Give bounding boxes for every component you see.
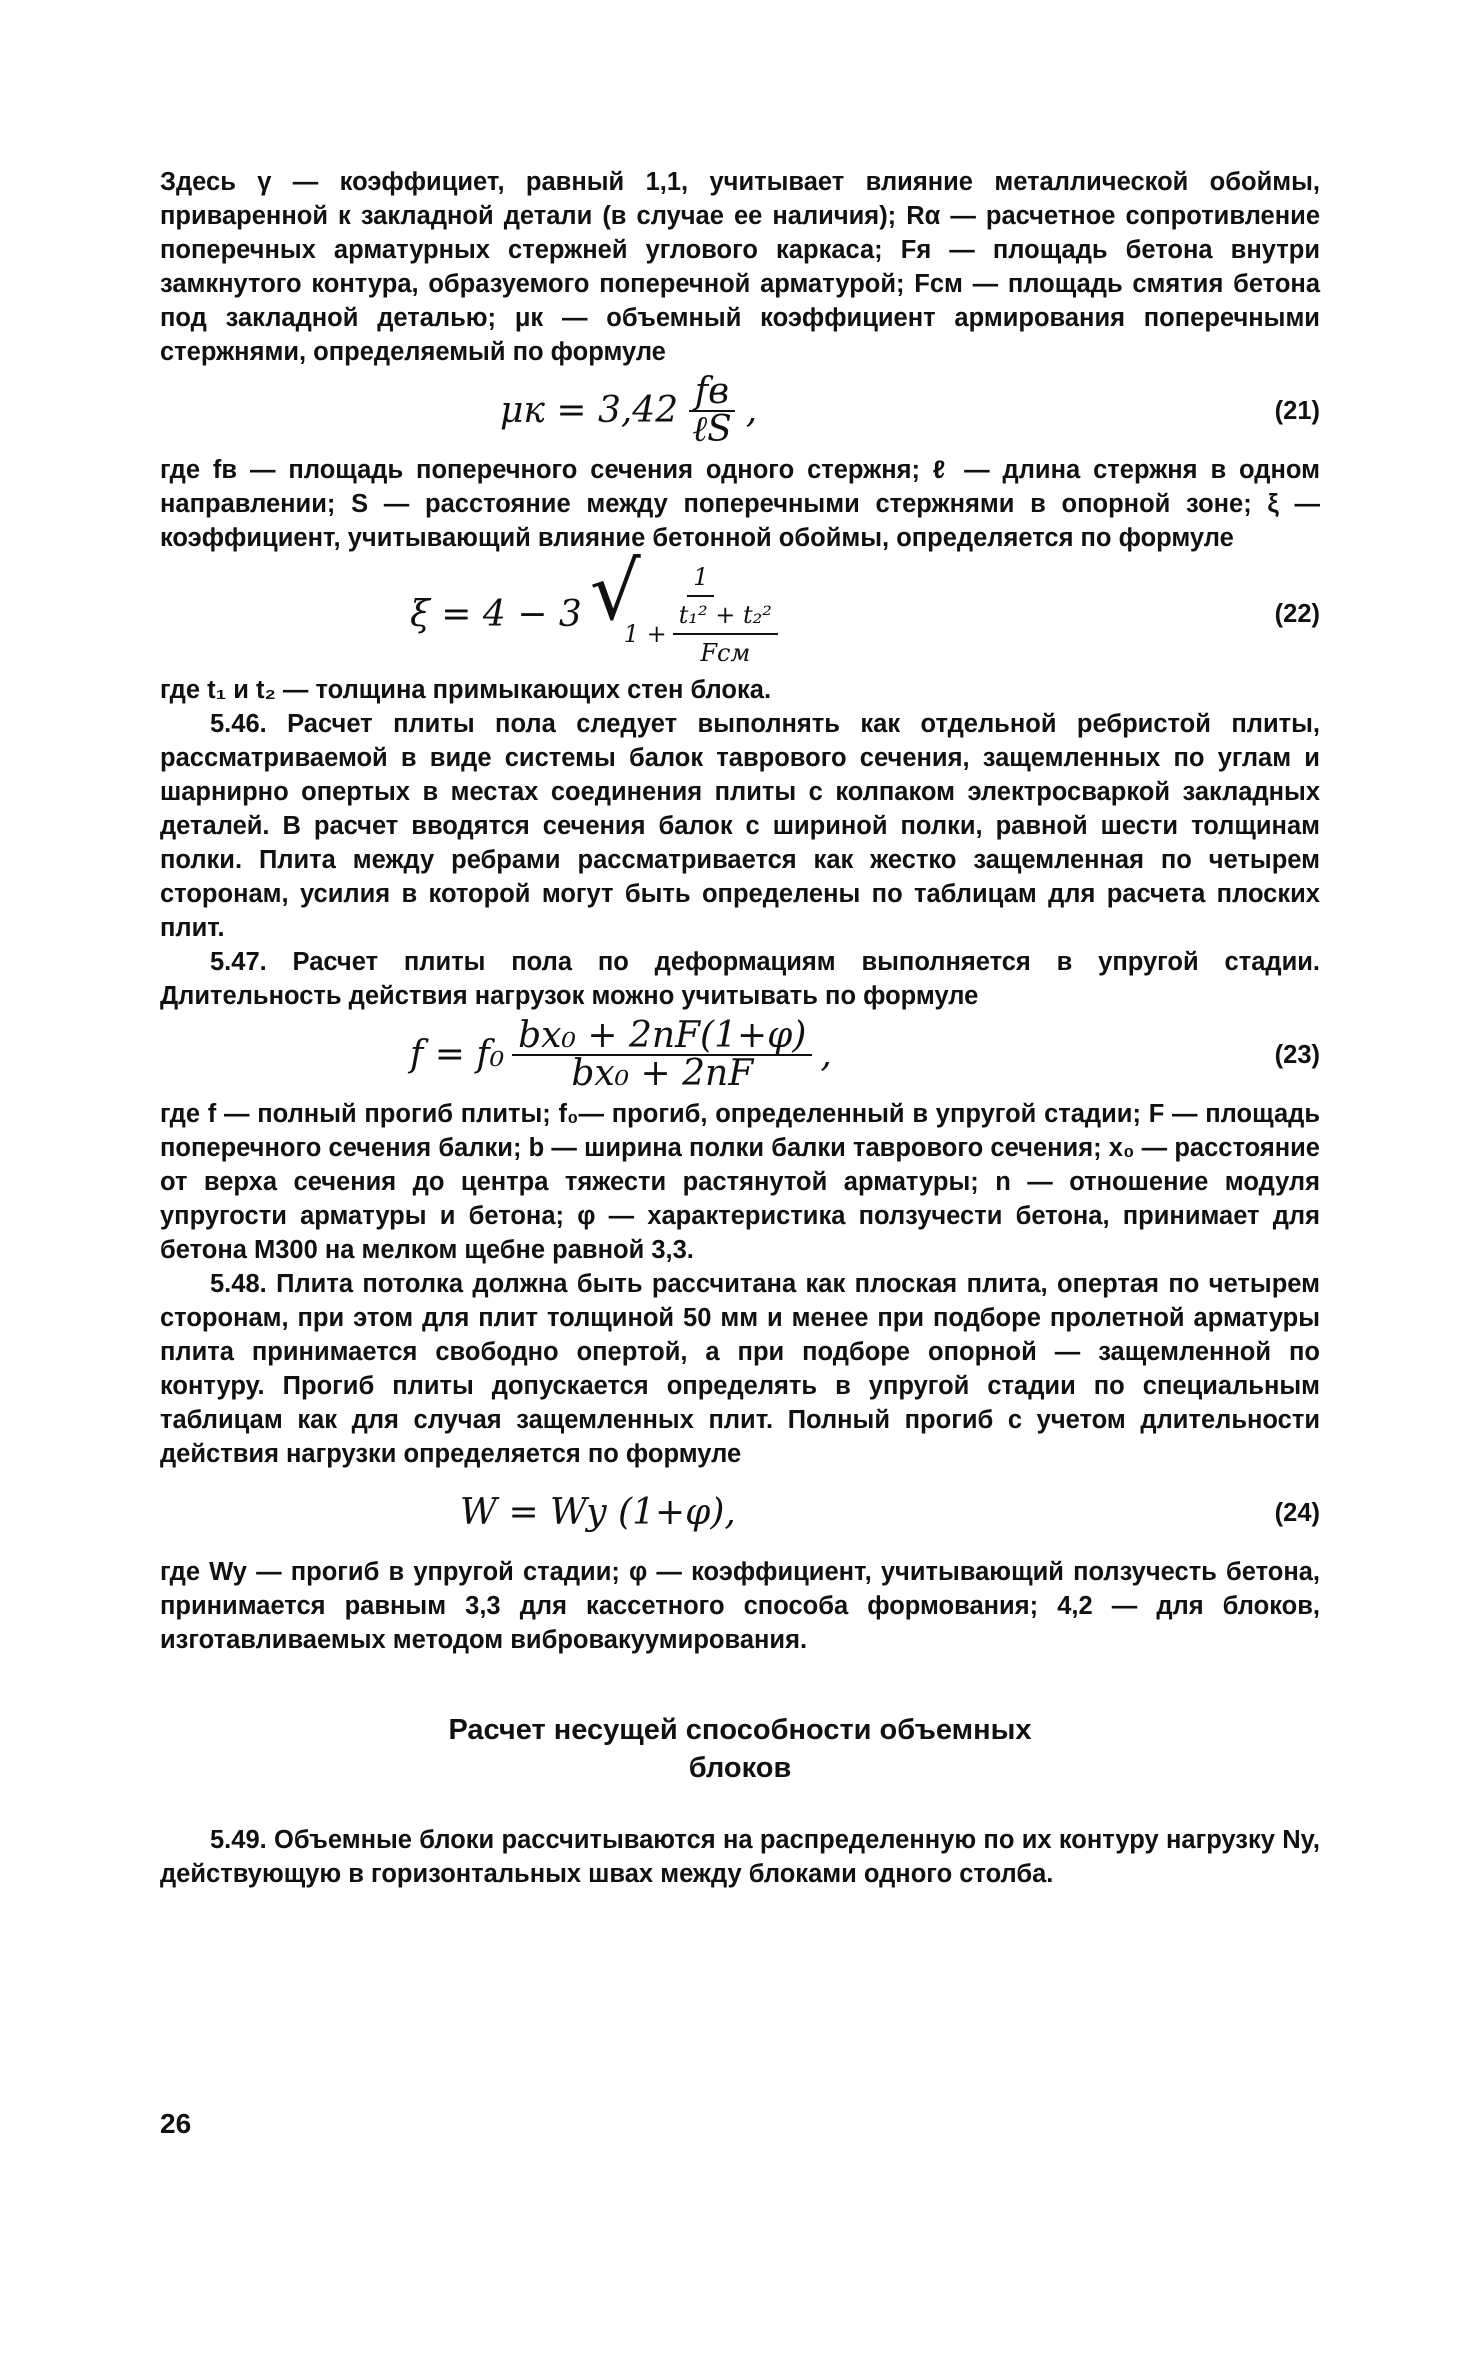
section-heading bbox=[160, 1711, 1320, 1787]
paragraph-where-21: где fв — площадь поперечного сечения одного стержня; ℓ — длина стержня в одном направлении; S — расстояние между поперечными стержнями в опорной зоне; ξ — коэффициент, учитывающий влияние бетонной обоймы, определяется по формуле bbox=[160, 456, 1320, 552]
formula-22 bbox=[160, 545, 1320, 669]
formula-22-number: (22) bbox=[1274, 600, 1320, 628]
formula-22-outer-denominator bbox=[618, 597, 784, 671]
formula-23-number: (23) bbox=[1274, 1041, 1320, 1069]
section-heading-line-1: Расчет несущей способности объемных bbox=[448, 1714, 1032, 1746]
paragraph-5-48: 5.48. Плита потолка должна быть рассчитана как плоская плита, опертая по четырем сторонам, при этом для плит толщиной 50 мм и менее при подборе пролетной арматуры плита принимается свободно опертой, а при подборе опорной — защемленной по контуру. Прогиб плиты допускается определять в упругой стадии по специальным таблицам как для случая защемленных плит. Полный прогиб с учетом длительности действия нагрузки определяется по формуле bbox=[160, 1270, 1320, 1468]
formula-23-tail: , bbox=[820, 1034, 832, 1075]
page-number: 26 bbox=[160, 2108, 192, 2139]
formula-21-denominator: ℓS bbox=[692, 409, 732, 450]
paragraph-definitions: Здесь γ — коэффициет, равный 1,1, учитывает влияние металлической обоймы, приваренной к закладной детали (в случае ее наличия); Rα — расчетное сопротивление поперечных арматурных стержней углового каркаса; Fя — площадь бетона внутри замкнутого контура, образуемого поперечной арматурой; Fсм — площадь смятия бетона под закладной деталью; μк — объемный коэффициент армирования поперечными стержнями, определяемый по формуле bbox=[160, 168, 1320, 366]
formula-23-fraction bbox=[512, 1015, 812, 1094]
radical-sign-icon: √ bbox=[589, 545, 641, 638]
formula-23 bbox=[160, 1017, 1320, 1093]
section-heading-line-2: блоков bbox=[688, 1752, 792, 1784]
formula-21 bbox=[160, 373, 1320, 449]
formula-21-fraction bbox=[686, 371, 738, 450]
page-body bbox=[160, 165, 1320, 1891]
formula-22-lhs: ξ = 4 − 3 bbox=[410, 594, 582, 635]
formula-24-expression: W = Wy (1+φ), bbox=[460, 1492, 736, 1533]
paragraph-where-23: где f — полный прогиб плиты; f₀— прогиб, определенный в упругой стадии; F — площадь поперечного сечения балки; b — ширина полки балки таврового сечения; x₀ — расстояние от верха сечения до центра тяжести растянутой арматуры; n — отношение модуля упругости арматуры и бетона; φ — характеристика ползучести бетона, принимает для бетона М300 на мелком щебне равной 3,3. bbox=[160, 1100, 1320, 1264]
formula-21-number: (21) bbox=[1274, 397, 1320, 425]
paragraph-5-46: 5.46. Расчет плиты пола следует выполнять как отдельной ребристой плиты, рассматриваемой в виде системы балок таврового сечения, защемленных по углам и шарнирно опертых в местах соединения плиты с колпаком электросваркой закладных деталей. В расчет вводятся сечения балок с шириной полки, равной шести толщинам полки. Плита между ребрами рассматривается как жестко защемленная по четырем сторонам, усилия в которой могут быть определены по таблицам для расчета плоских плит. bbox=[160, 710, 1320, 942]
formula-22-inner-numerator: t₁² + t₂² bbox=[673, 597, 778, 635]
formula-23-numerator: bx₀ + 2nF(1+φ) bbox=[512, 1018, 812, 1056]
formula-22-sqrt bbox=[589, 545, 784, 671]
formula-24-number: (24) bbox=[1274, 1499, 1320, 1527]
formula-23-lhs: f = f₀ bbox=[410, 1034, 505, 1075]
formula-24 bbox=[160, 1475, 1320, 1551]
formula-22-inner-denominator: Fсм bbox=[700, 639, 751, 667]
formula-21-tail: , bbox=[745, 390, 758, 431]
formula-22-inner-lead: 1 + bbox=[623, 620, 667, 648]
formula-21-lhs: μк = 3,42 bbox=[500, 390, 679, 431]
paragraph-where-24: где Wy — прогиб в упругой стадии; φ — коэффициент, учитывающий ползучесть бетона, принимается равным 3,3 для кассетного способа формования; 4,2 — для блоков, изготавливаемых методом вибровакуумирования. bbox=[160, 1558, 1320, 1654]
formula-23-denominator: bx₀ + 2nF bbox=[571, 1053, 754, 1094]
paragraph-where-22: где t₁ и t₂ — толщина примыкающих стен блока. bbox=[160, 676, 772, 704]
formula-22-inner-fraction bbox=[673, 597, 778, 671]
paragraph-5-49: 5.49. Объемные блоки рассчитываются на распределенную по их контуру нагрузку Ny, действующую в горизонтальных швах между блоками одного столба. bbox=[160, 1826, 1320, 1888]
formula-22-outer-fraction bbox=[618, 559, 784, 671]
formula-22-outer-numerator: 1 bbox=[687, 559, 714, 597]
formula-21-numerator: fв bbox=[689, 374, 735, 412]
paragraph-5-47: 5.47. Расчет плиты пола по деформациям выполняется в упругой стадии. Длительность действия нагрузок можно учитывать по формуле bbox=[160, 948, 1320, 1010]
